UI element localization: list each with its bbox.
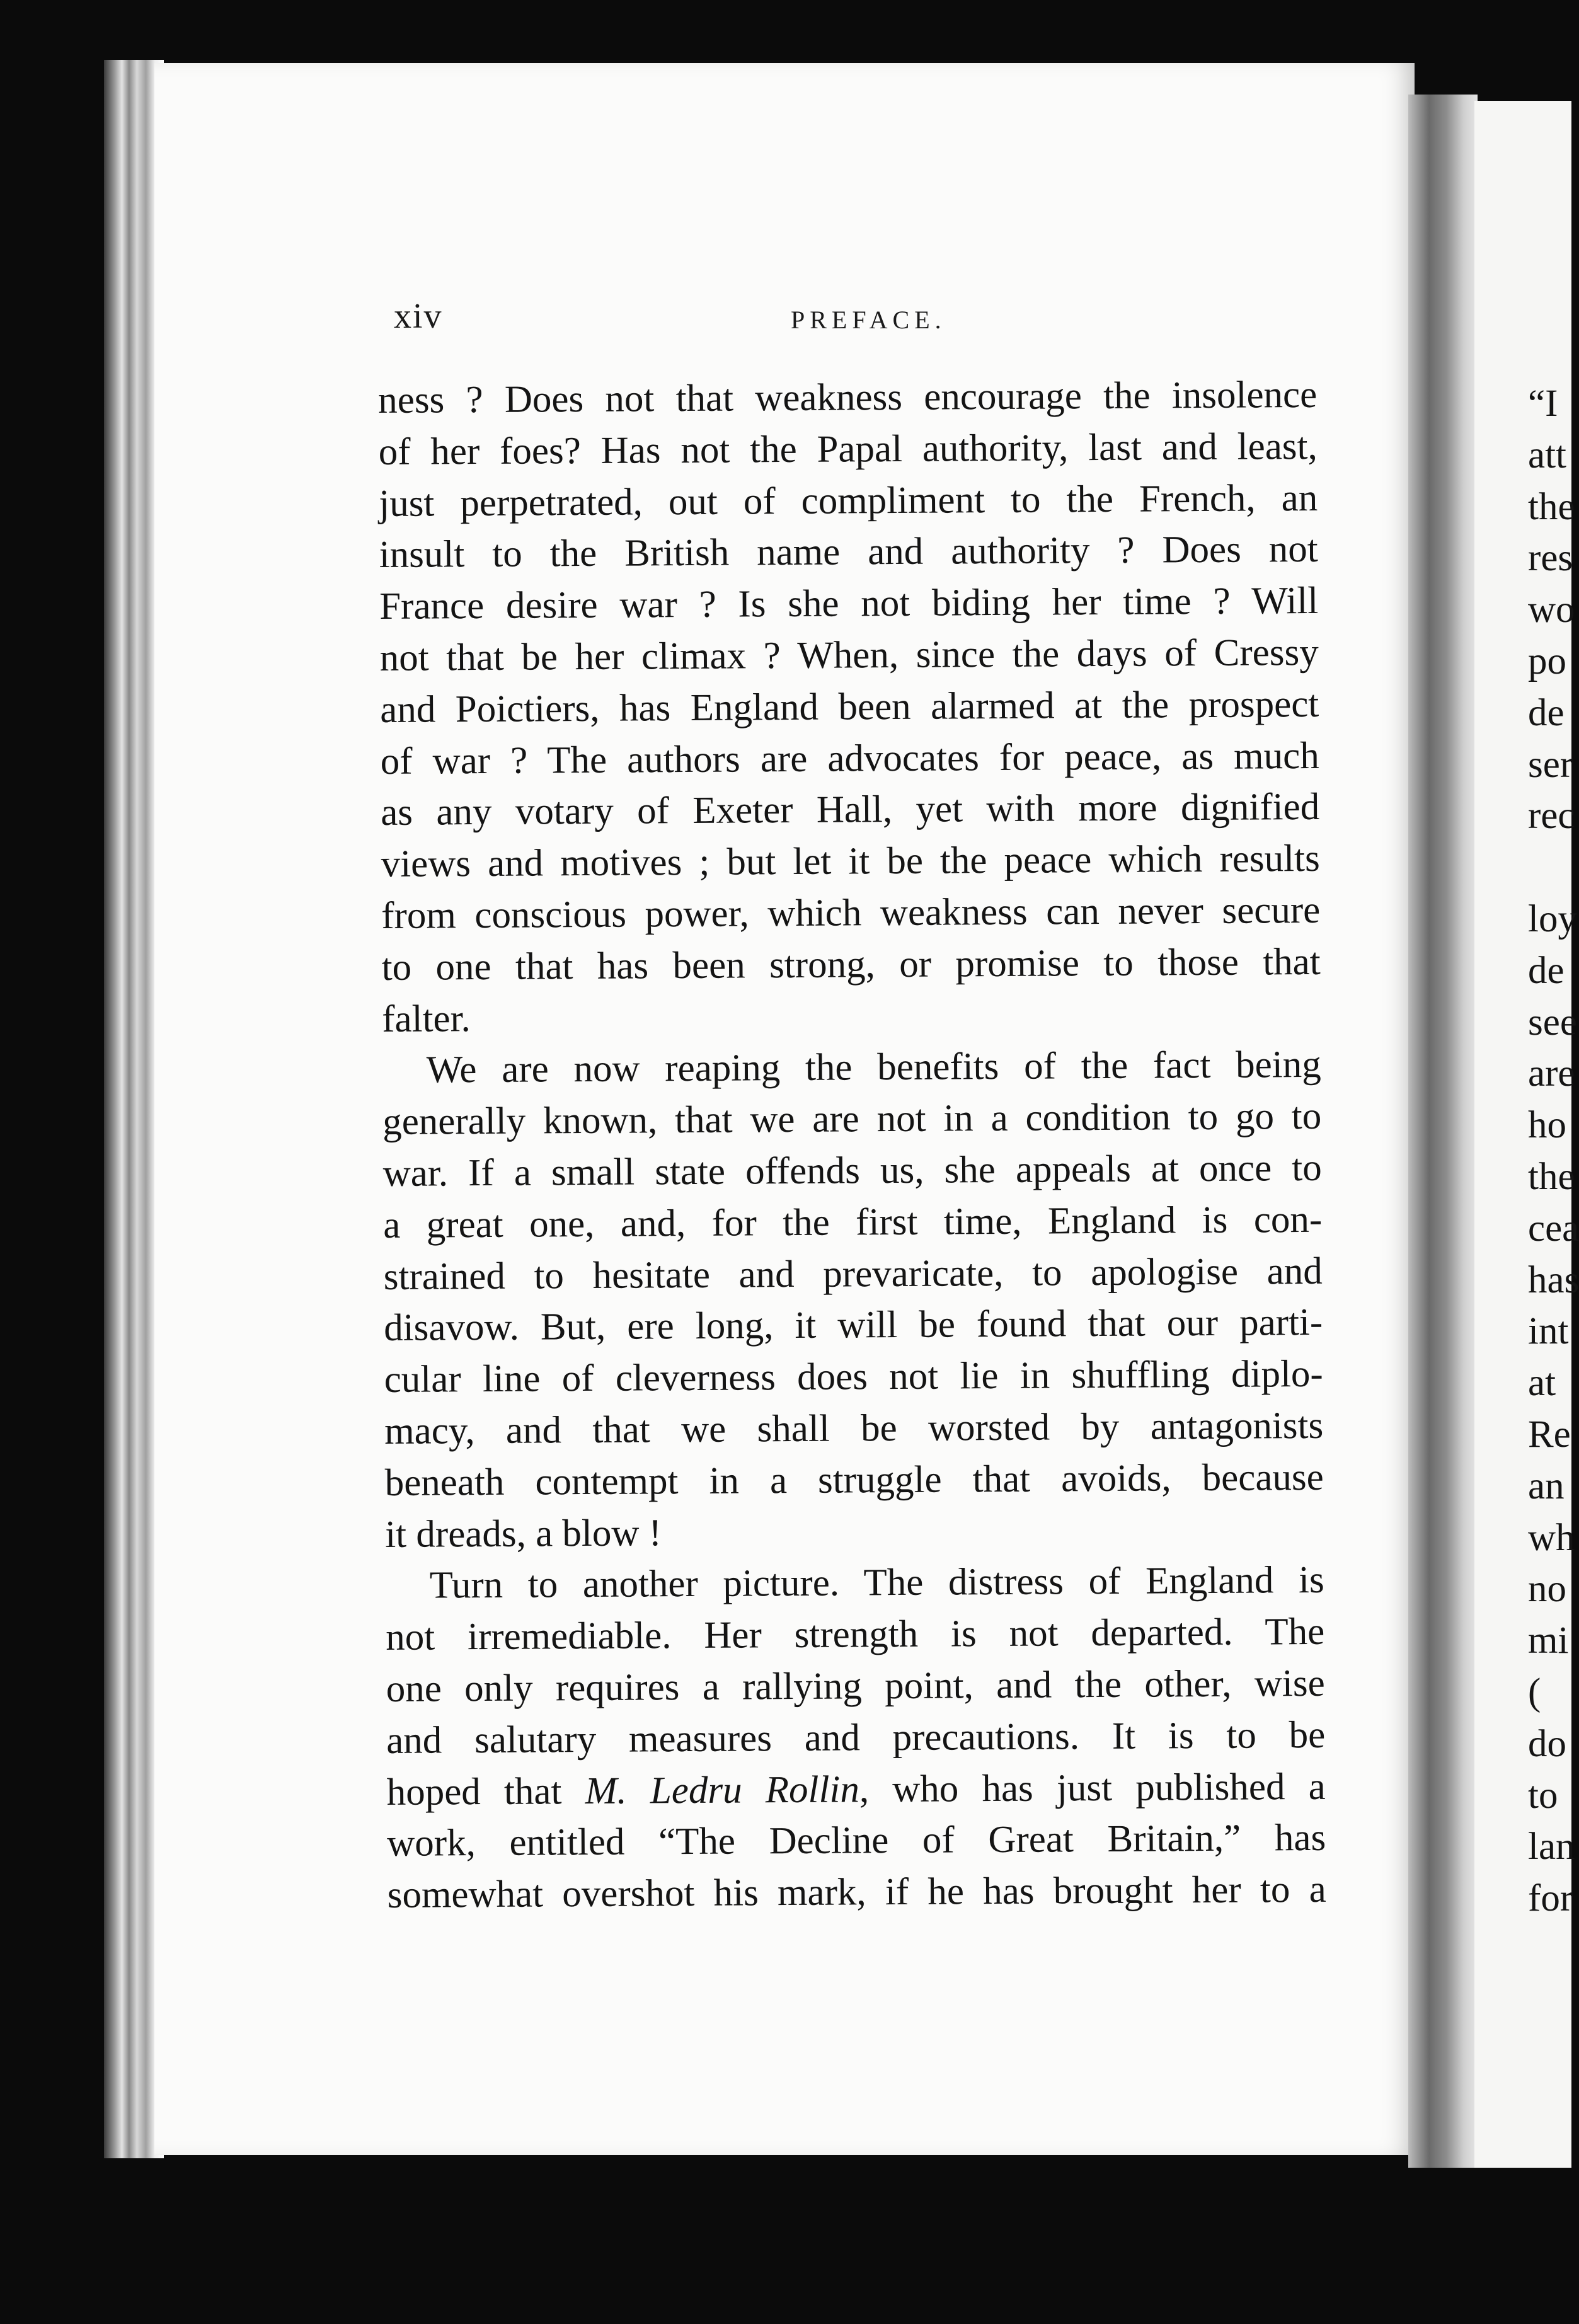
right-page-line-fragment: Re [1528, 1413, 1571, 1456]
running-head: PREFACE. [791, 306, 946, 334]
text-line: strained to hesitate and prevaricate, to apologise and [383, 1250, 1323, 1298]
text-line: just perpetrated, out of compliment to the French, an [379, 476, 1318, 525]
right-page-line-fragment: lan [1528, 1826, 1575, 1868]
right-page-line-fragment: loy [1528, 897, 1577, 940]
right-page-line-fragment: are [1528, 1052, 1575, 1095]
text-line: generally known, that we are not in a condition to go to [382, 1095, 1322, 1144]
text-line: as any votary of Exeter Hall, yet with more dignified [381, 786, 1320, 834]
right-page-line-fragment: the [1528, 485, 1575, 528]
text-line: one only requires a rallying point, and the other, wise [386, 1662, 1325, 1710]
text-line: hoped that M. Ledru Rollin, who has just published a [386, 1765, 1326, 1814]
text-line: Turn to another picture. The distress of England is [429, 1559, 1324, 1607]
text-line: insult to the British name and authority ? Does not [379, 528, 1318, 577]
right-page-line-fragment: for [1528, 1877, 1573, 1920]
italic-name: M. Ledru Rollin [585, 1768, 860, 1812]
right-page-line-fragment: to [1528, 1774, 1558, 1817]
text-line: war. If a small state offends us, she appeals at once to [382, 1146, 1322, 1195]
right-page-line-fragment: has [1528, 1258, 1579, 1301]
right-page-line-fragment: mi [1528, 1619, 1569, 1662]
right-page-line-fragment: an [1528, 1464, 1565, 1507]
text-line: views and motives ; but let it be the peace which results [381, 837, 1320, 886]
text-line: France desire war ? Is she not biding her time ? Will [379, 580, 1319, 628]
text-line: beneath contempt in a struggle that avoids, because [384, 1456, 1324, 1504]
text-line: falter. [382, 997, 471, 1040]
text-line: to one that has been strong, or promise to those that [381, 940, 1321, 989]
right-page-line-fragment [1528, 842, 1579, 894]
right-page-fragment [1474, 101, 1579, 2168]
right-page-line-fragment: cea [1528, 1207, 1579, 1250]
right-page-line-fragment: “I [1528, 383, 1558, 425]
text-line: work, entitled “The Decline of Great Britain,” has [387, 1817, 1326, 1865]
text-line: it dreads, a blow ! [385, 1511, 662, 1556]
right-page-line-fragment: wo [1528, 589, 1575, 631]
right-page-text [1528, 378, 1579, 1924]
page-number: xiv [394, 297, 443, 336]
right-page-line-fragment: wh [1528, 1516, 1575, 1559]
text-line: macy, and that we shall be worsted by antagonists [384, 1404, 1324, 1452]
right-page-line-fragment: de [1528, 949, 1565, 992]
text-line: of war ? The authors are advocates for peace, as much [380, 734, 1319, 783]
right-page-line-fragment: int [1528, 1310, 1569, 1353]
text-line: of her foes? Has not the Papal authority, last and least, [378, 425, 1318, 473]
text-line: cular line of cleverness does not lie in shuffling diplo- [384, 1353, 1323, 1401]
text-line: somewhat overshot his mark, if he has brought her to a [387, 1868, 1326, 1917]
text-line: from conscious power, which weakness can never secure [381, 889, 1321, 937]
right-page-line-fragment: rec [1528, 795, 1575, 837]
text-line: disavow. But, ere long, it will be found that our parti- [384, 1301, 1323, 1350]
right-page-line-fragment: res [1528, 537, 1573, 580]
right-page-line-fragment: see [1528, 1001, 1577, 1044]
text-line: not irremediable. Her strength is not departed. The [386, 1610, 1325, 1659]
right-page-line-fragment: the [1528, 1155, 1575, 1198]
text-line: and Poictiers, has England been alarmed at the prospect [380, 682, 1319, 731]
right-page-line-fragment: ( [1528, 1671, 1541, 1713]
right-page-line-fragment: ser [1528, 743, 1573, 786]
right-page-line-fragment: po [1528, 640, 1566, 682]
page-header [394, 296, 1320, 340]
right-page-line-fragment: ho [1528, 1104, 1566, 1147]
right-page-line-fragment: no [1528, 1568, 1566, 1611]
text-line: We are now reaping the benefits of the fact being [426, 1044, 1321, 1091]
right-page-line-fragment: de [1528, 691, 1565, 734]
text-line: ness ? Does not that weakness encourage the insolence [378, 373, 1318, 422]
text-line: not that be her climax ? When, since the days of Cressy [379, 631, 1319, 679]
body-text [378, 369, 1326, 1921]
right-page-line-fragment: do [1528, 1722, 1566, 1765]
text-line: and salutary measures and precautions. It is to be [386, 1713, 1326, 1762]
book-gutter [1408, 95, 1478, 2168]
right-page-line-fragment: att [1528, 434, 1566, 476]
right-page-line-fragment: at [1528, 1362, 1556, 1405]
text-line: a great one, and, for the first time, England is con- [383, 1198, 1323, 1246]
